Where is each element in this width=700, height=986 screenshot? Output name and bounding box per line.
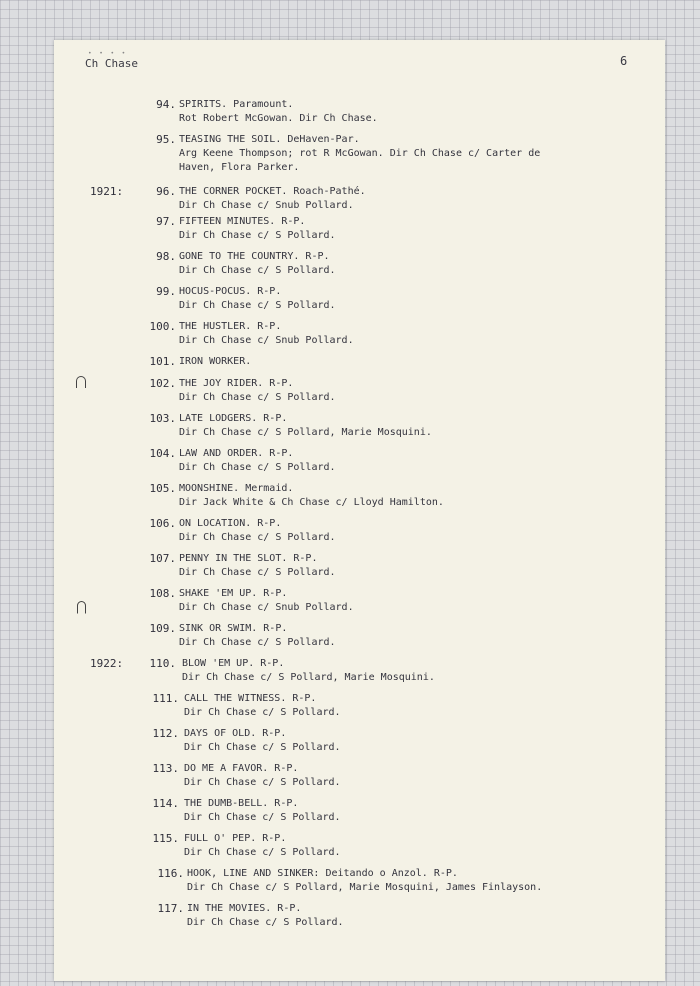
credit-line: Dir Ch Chase c/ S Pollard. (184, 707, 341, 718)
credit-line: Dir Ch Chase c/ Snub Pollard. (179, 335, 354, 346)
credit-line: Dir Ch Chase c/ S Pollard, Marie Mosquini. (182, 672, 435, 683)
film-title-line: LATE LODGERS. R-P. (179, 413, 288, 424)
film-title-line: IRON WORKER. (179, 356, 252, 367)
year-label: 1921: (90, 185, 124, 198)
entry-number: 113. (152, 762, 179, 775)
film-title-line: TEASING THE SOIL. DeHaven-Par. (179, 134, 360, 145)
credit-line: Haven, Flora Parker. (179, 162, 300, 173)
entry-number: 116. (157, 867, 184, 880)
credit-line: Rot Robert McGowan. Dir Ch Chase. (179, 113, 378, 124)
film-title-line: CALL THE WITNESS. R-P. (184, 693, 317, 704)
film-title-line: HOCUS-POCUS. R-P. (179, 286, 282, 297)
entry-number: 101. (149, 355, 176, 368)
film-title-line: LAW AND ORDER. R-P. (179, 448, 294, 459)
film-title-line: FIFTEEN MINUTES. R-P. (179, 216, 306, 227)
page-header (54, 40, 665, 100)
film-title-line: GONE TO THE COUNTRY. R-P. (179, 251, 330, 262)
pencil-check-mark (76, 376, 86, 388)
entry-number: 106. (149, 517, 176, 530)
credit-line: Dir Ch Chase c/ S Pollard. (179, 265, 336, 276)
credit-line: Dir Ch Chase c/ S Pollard. (179, 637, 336, 648)
entry-number: 100. (149, 320, 176, 333)
film-title-line: SPIRITS. Paramount. (179, 99, 294, 110)
film-title-line: IN THE MOVIES. R-P. (187, 903, 302, 914)
credit-line: Dir Ch Chase c/ S Pollard. (179, 392, 336, 403)
author-name: Ch Chase (85, 57, 138, 70)
credit-line: Dir Ch Chase c/ S Pollard. (184, 742, 341, 753)
film-title-line: BLOW 'EM UP. R-P. (182, 658, 285, 669)
film-title-line: PENNY IN THE SLOT. R-P. (179, 553, 318, 564)
entry-number: 105. (149, 482, 176, 495)
entry-number: 95. (156, 133, 176, 146)
credit-line: Dir Ch Chase c/ S Pollard. (179, 567, 336, 578)
entry-number: 99. (156, 285, 176, 298)
year-label: 1922: (90, 657, 124, 670)
document-page (54, 40, 665, 981)
credit-line: Dir Ch Chase c/ S Pollard. (179, 532, 336, 543)
credit-line: Dir Ch Chase c/ S Pollard. (179, 462, 336, 473)
credit-line: Arg Keene Thompson; rot R McGowan. Dir Ch Chase c/ Carter de (179, 148, 541, 159)
credit-line: Dir Ch Chase c/ Snub Pollard. (179, 602, 354, 613)
entry-number: 104. (149, 447, 176, 460)
credit-line: Dir Ch Chase c/ S Pollard. (184, 847, 341, 858)
page-number: 6 (620, 54, 628, 68)
film-title-line: THE CORNER POCKET. Roach-Pathé. (179, 186, 366, 197)
entry-number: 114. (152, 797, 179, 810)
film-title-line: DAYS OF OLD. R-P. (184, 728, 287, 739)
film-title-line: THE JOY RIDER. R-P. (179, 378, 294, 389)
film-title-line: THE HUSTLER. R-P. (179, 321, 282, 332)
entry-number: 97. (156, 215, 176, 228)
entry-number: 108. (149, 587, 176, 600)
entry-number: 102. (149, 377, 176, 390)
film-title-line: FULL O' PEP. R-P. (184, 833, 287, 844)
entry-number: 94. (156, 98, 176, 111)
film-title-line: DO ME A FAVOR. R-P. (184, 763, 299, 774)
credit-line: Dir Jack White & Ch Chase c/ Lloyd Hamilton. (179, 497, 444, 508)
entry-number: 112. (152, 727, 179, 740)
film-title-line: THE DUMB-BELL. R-P. (184, 798, 299, 809)
entry-number: 110. (149, 657, 176, 670)
entry-number: 109. (149, 622, 176, 635)
credit-line: Dir Ch Chase c/ S Pollard, Marie Mosquini, James Finlayson. (187, 882, 543, 893)
entry-number: 98. (156, 250, 176, 263)
credit-line: Dir Ch Chase c/ S Pollard. (187, 917, 344, 928)
credit-line: Dir Ch Chase c/ S Pollard. (179, 300, 336, 311)
credit-line: Dir Ch Chase c/ Snub Pollard. (179, 200, 354, 211)
entry-number: 117. (157, 902, 184, 915)
credit-line: Dir Ch Chase c/ S Pollard. (179, 230, 336, 241)
credit-line: Dir Ch Chase c/ S Pollard. (184, 777, 341, 788)
film-title-line: ON LOCATION. R-P. (179, 518, 282, 529)
film-title-line: SINK OR SWIM. R-P. (179, 623, 288, 634)
credit-line: Dir Ch Chase c/ S Pollard, Marie Mosquini. (179, 427, 432, 438)
entry-number: 103. (149, 412, 176, 425)
entry-number: 115. (152, 832, 179, 845)
credit-line: Dir Ch Chase c/ S Pollard. (184, 812, 341, 823)
film-title-line: SHAKE 'EM UP. R-P. (179, 588, 288, 599)
entry-number: 111. (152, 692, 179, 705)
pencil-dots: • • • • (88, 50, 128, 57)
film-title-line: MOONSHINE. Mermaid. (179, 483, 294, 494)
pencil-check-mark (77, 601, 86, 614)
entry-number: 96. (156, 185, 176, 198)
entry-number: 107. (149, 552, 176, 565)
film-title-line: HOOK, LINE AND SINKER: Deitando o Anzol. R-P. (187, 868, 458, 879)
